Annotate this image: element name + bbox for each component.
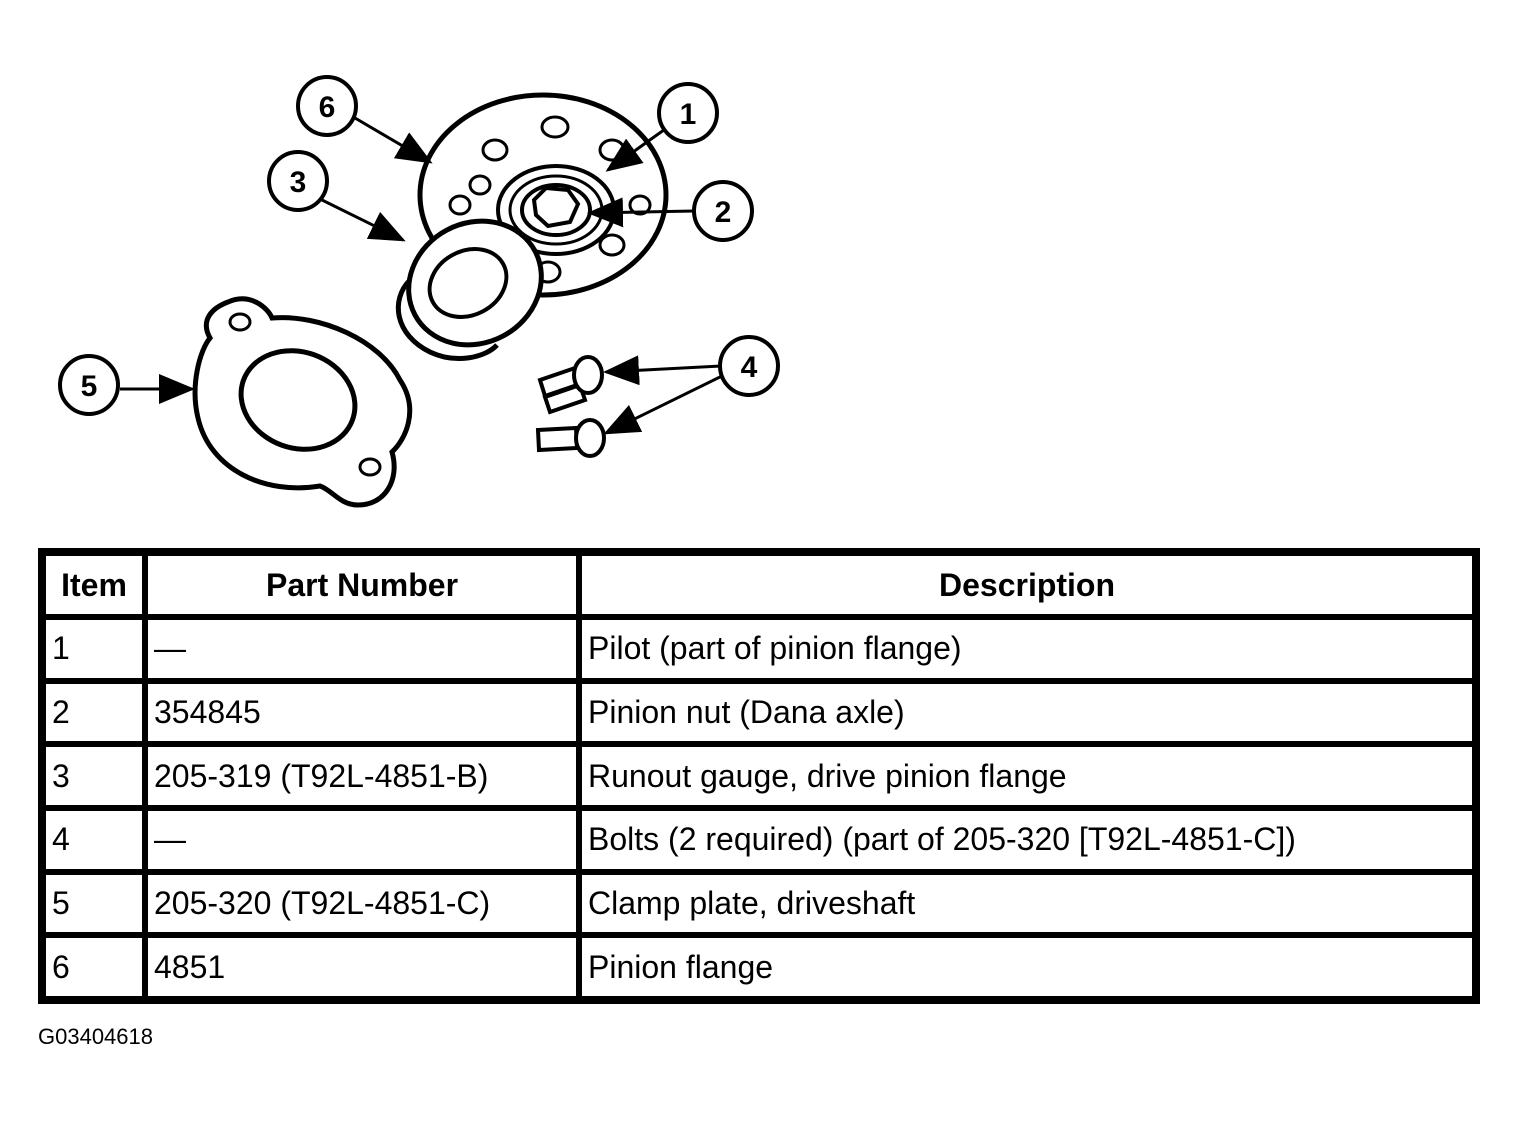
item-cell: 5 bbox=[46, 875, 148, 939]
svg-text:4: 4 bbox=[740, 351, 758, 384]
item-cell: 2 bbox=[46, 684, 148, 748]
description-cell: Bolts (2 required) (part of 205-320 [T92L-4851-C]) bbox=[582, 811, 1472, 875]
description-cell: Pinion flange bbox=[588, 948, 774, 985]
header-description: Description bbox=[582, 556, 1472, 620]
header-item: Item bbox=[46, 556, 148, 620]
clamp-plate bbox=[195, 299, 410, 505]
table-row bbox=[46, 938, 1472, 996]
part-number-cell: 205-320 (T92L-4851-C) bbox=[148, 875, 582, 939]
exploded-parts-illustration bbox=[0, 0, 1518, 530]
part-number-cell: — bbox=[148, 620, 582, 684]
svg-text:5: 5 bbox=[80, 370, 98, 403]
parts-table bbox=[38, 548, 1480, 1004]
callout-4 bbox=[720, 337, 778, 395]
item-cell: 3 bbox=[46, 747, 148, 811]
callout-2 bbox=[694, 182, 752, 240]
part-number-cell: 4851 bbox=[148, 938, 582, 996]
callout-1 bbox=[659, 84, 717, 142]
part-number-cell: 354845 bbox=[148, 684, 582, 748]
item-cell: 4 bbox=[46, 811, 148, 875]
svg-text:3: 3 bbox=[289, 166, 307, 199]
part-number-cell: 205-319 (T92L-4851-B) bbox=[148, 747, 582, 811]
table-row bbox=[46, 811, 1472, 875]
description-cell: Clamp plate, driveshaft bbox=[582, 875, 1472, 939]
table-row bbox=[46, 747, 1472, 811]
svg-text:1: 1 bbox=[679, 98, 697, 131]
svg-text:6: 6 bbox=[318, 91, 336, 124]
table-row bbox=[46, 620, 1472, 684]
part-number-cell: — bbox=[148, 811, 582, 875]
item-cell: 1 bbox=[46, 620, 148, 684]
table-row bbox=[46, 875, 1472, 939]
figure-id: G03404618 bbox=[38, 1024, 153, 1049]
bolts bbox=[538, 357, 604, 456]
description-cell: Pilot (part of pinion flange) bbox=[582, 620, 1472, 684]
item-cell: 6 bbox=[46, 938, 148, 996]
callout-3 bbox=[269, 152, 327, 210]
table-row bbox=[46, 684, 1472, 748]
callout-6 bbox=[298, 77, 356, 135]
header-part-number: Part Number bbox=[148, 556, 582, 620]
table-header-row bbox=[46, 556, 1472, 620]
svg-text:2: 2 bbox=[714, 196, 732, 229]
description-cell: Pinion nut (Dana axle) bbox=[582, 684, 1472, 748]
callout-5 bbox=[60, 356, 118, 414]
description-cell: Runout gauge, drive pinion flange bbox=[582, 747, 1472, 811]
